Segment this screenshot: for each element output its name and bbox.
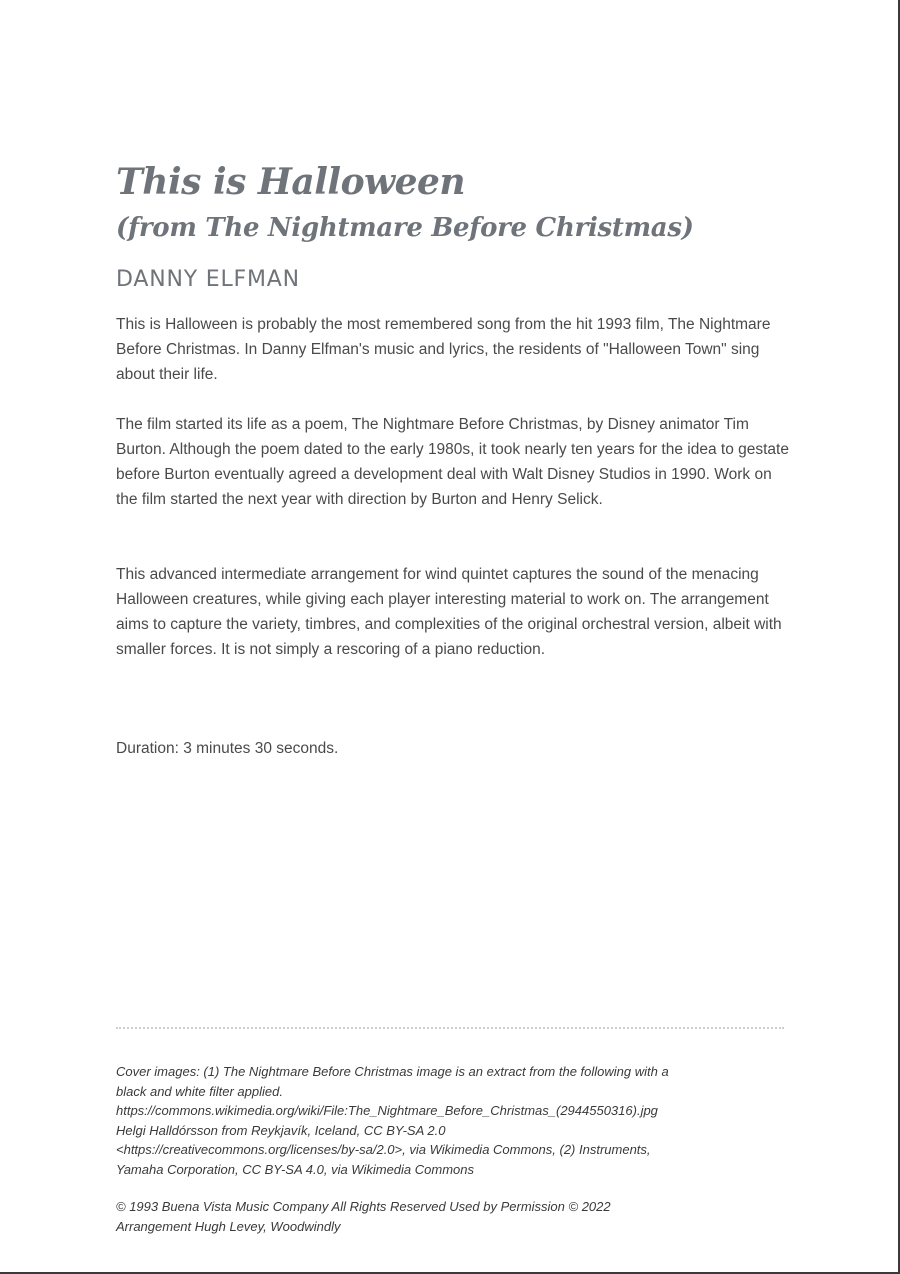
piece-subtitle: (from The Nightmare Before Christmas) <box>116 213 694 243</box>
duration-text: Duration: 3 minutes 30 seconds. <box>116 740 339 757</box>
credit-line: Cover images: (1) The Nightmare Before Christmas image is an extract from the following with a <box>116 1064 669 1079</box>
credit-line: Helgi Halldórsson from Reykjavík, Iceland, CC BY-SA 2.0 <box>116 1122 446 1138</box>
copyright-line: Arrangement Hugh Levey, Woodwindly <box>116 1218 341 1234</box>
footer-divider <box>116 1027 784 1029</box>
credit-url: https://commons.wikimedia.org/wiki/File:The_Nightmare_Before_Christmas_(2944550316).jpg <box>116 1103 658 1118</box>
composer-name: DANNY ELFMAN <box>116 267 300 292</box>
credit-line: black and white filter applied. <box>116 1083 283 1099</box>
history-paragraph: The film started its life as a poem, The Nightmare Before Christmas, by Disney animator Tim Burton. Although the poem dated to the early 1980s, it took nearly ten years for the idea to gestate before Burton eventually agreed a development deal with Walt Disney Studios in 1990. Work on the film started the next year with direction by Burton and Henry Selick. <box>116 416 789 508</box>
credit-line: <https://creativecommons.org/licenses/by-sa/2.0>, via Wikimedia Commons, (2) Instruments, <box>116 1142 651 1157</box>
description-paragraph: This is Halloween is probably the most remembered song from the hit 1993 film, The Nightmare Before Christmas. In Danny Elfman's music and lyrics, the residents of "Halloween Town" sing about their life. <box>116 316 771 383</box>
credit-line: Yamaha Corporation, CC BY-SA 4.0, via Wikimedia Commons <box>116 1161 474 1177</box>
cover-image-credits <box>116 1062 786 1179</box>
piece-title: This is Halloween <box>116 161 466 203</box>
arrangement-paragraph: This advanced intermediate arrangement for wind quintet captures the sound of the menacing Halloween creatures, while giving each player interesting material to work on. The arrangement aims to capture the variety, timbres, and complexities of the original orchestral version, albeit with smaller forces. It is not simply a rescoring of a piano reduction. <box>116 566 782 658</box>
copyright-line: © 1993 Buena Vista Music Company All Rights Reserved Used by Permission © 2022 <box>116 1199 611 1214</box>
copyright-notice <box>116 1197 786 1236</box>
